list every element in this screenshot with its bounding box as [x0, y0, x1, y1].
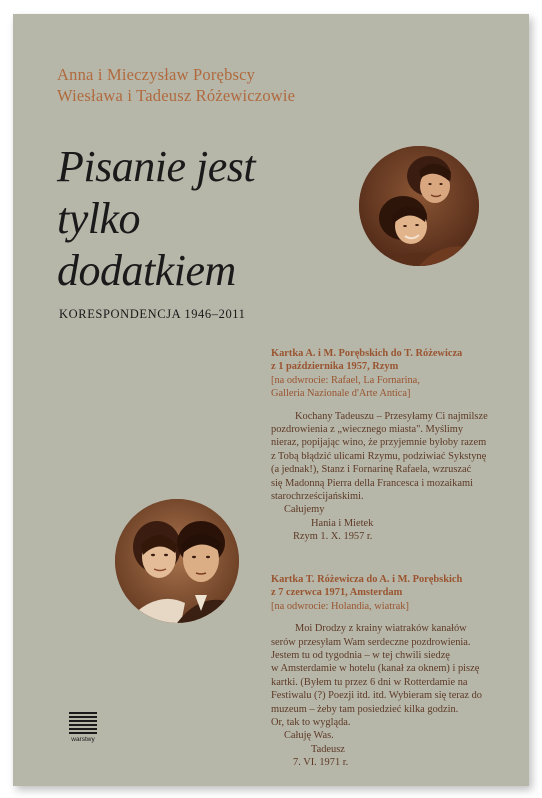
book-subtitle: KORESPONDENCJA 1946–2011	[59, 307, 246, 321]
letter-1971	[271, 573, 521, 770]
letter-body-line: Festiwalu (?) Poezji itd. itd. Wybieram się teraz do	[271, 690, 482, 702]
letter-body	[271, 410, 521, 544]
letter-body-line: nieraz, popijając wino, że przyjemnie byłoby razem	[271, 437, 487, 449]
letter-header-line: Kartka A. i M. Porębskich do T. Różewicza	[271, 348, 463, 359]
letter-header-line: Kartka T. Różewicza do A. i M. Porębskich	[271, 574, 463, 585]
letter-body-line: Kochany Tadeuszu – Przesyłamy Ci najmilsze	[295, 410, 488, 422]
letter-body-line: z Tobą błądzić ulicami Rzymu, podziwiać Sykstynę	[271, 450, 487, 462]
letter-body-line: Or, tak to wygląda.	[271, 717, 351, 729]
photo-two-women	[359, 146, 479, 266]
publisher-logo	[68, 712, 98, 743]
book-cover	[13, 14, 529, 786]
letter-body-line: się Madonną Pierra della Francesca i mozaikami	[271, 477, 473, 489]
book-title	[57, 141, 255, 297]
letter-note-line: Galleria Nazionale d'Arte Antica]	[271, 388, 411, 400]
author-line-1: Anna i Mieczysław Porębscy	[57, 65, 256, 84]
publisher-logo-icon	[69, 712, 97, 734]
title-line-3: dodatkiem	[57, 246, 236, 295]
letter-body-line: Jestem tu od tygodnia – w tej chwili siedzę	[271, 650, 450, 662]
title-line-2: tylko	[57, 194, 141, 243]
letter-body-line: muzeum – żeby tam posiedzieć kilka godzin.	[271, 703, 459, 715]
letter-body-line: pozdrowienia z „wiecznego miasta". Myślimy	[271, 424, 464, 436]
photo-couple	[115, 499, 239, 623]
letter-body-line: starochrześcijańskimi.	[271, 491, 364, 503]
author-line-2: Wiesława i Tadeusz Różewiczowie	[57, 86, 296, 105]
letter-closing: Całuję Was.	[284, 730, 334, 742]
letter-closing: Całujemy	[284, 504, 325, 516]
letter-signature: Hania i Mietek	[311, 517, 374, 529]
letter-body	[271, 622, 521, 769]
title-line-1: Pisanie jest	[57, 142, 256, 191]
publisher-name: warstwy	[71, 736, 95, 743]
letter-signature: Tadeusz	[311, 743, 345, 755]
letter-1957	[271, 347, 521, 544]
authors	[57, 64, 295, 106]
letter-note-line: [na odwrocie: Rafael, La Fornarina,	[271, 374, 420, 386]
letter-date: Rzym 1. X. 1957 r.	[293, 531, 373, 543]
letter-body-line: serów przesyłam Wam serdeczne pozdrowienia.	[271, 636, 471, 648]
letter-header-line: z 7 czerwca 1971, Amsterdam	[271, 587, 403, 599]
letter-body-line: w Amsterdamie w hotelu (kanał za oknem) i piszę	[271, 663, 480, 675]
letter-body-line: Moi Drodzy z krainy wiatraków kanałów	[295, 623, 467, 635]
letter-body-line: (a jednak!), Stanz i Fornarinę Rafaela, wzruszać	[271, 464, 472, 476]
letter-date: 7. VI. 1971 r.	[293, 757, 349, 769]
letter-note-line: [na odwrocie: Holandia, wiatrak]	[271, 600, 409, 612]
letter-body-line: kartki. (Byłem tu przez 6 dni w Rotterdamie na	[271, 676, 468, 688]
letter-header-line: z 1 października 1957, Rzym	[271, 361, 399, 373]
